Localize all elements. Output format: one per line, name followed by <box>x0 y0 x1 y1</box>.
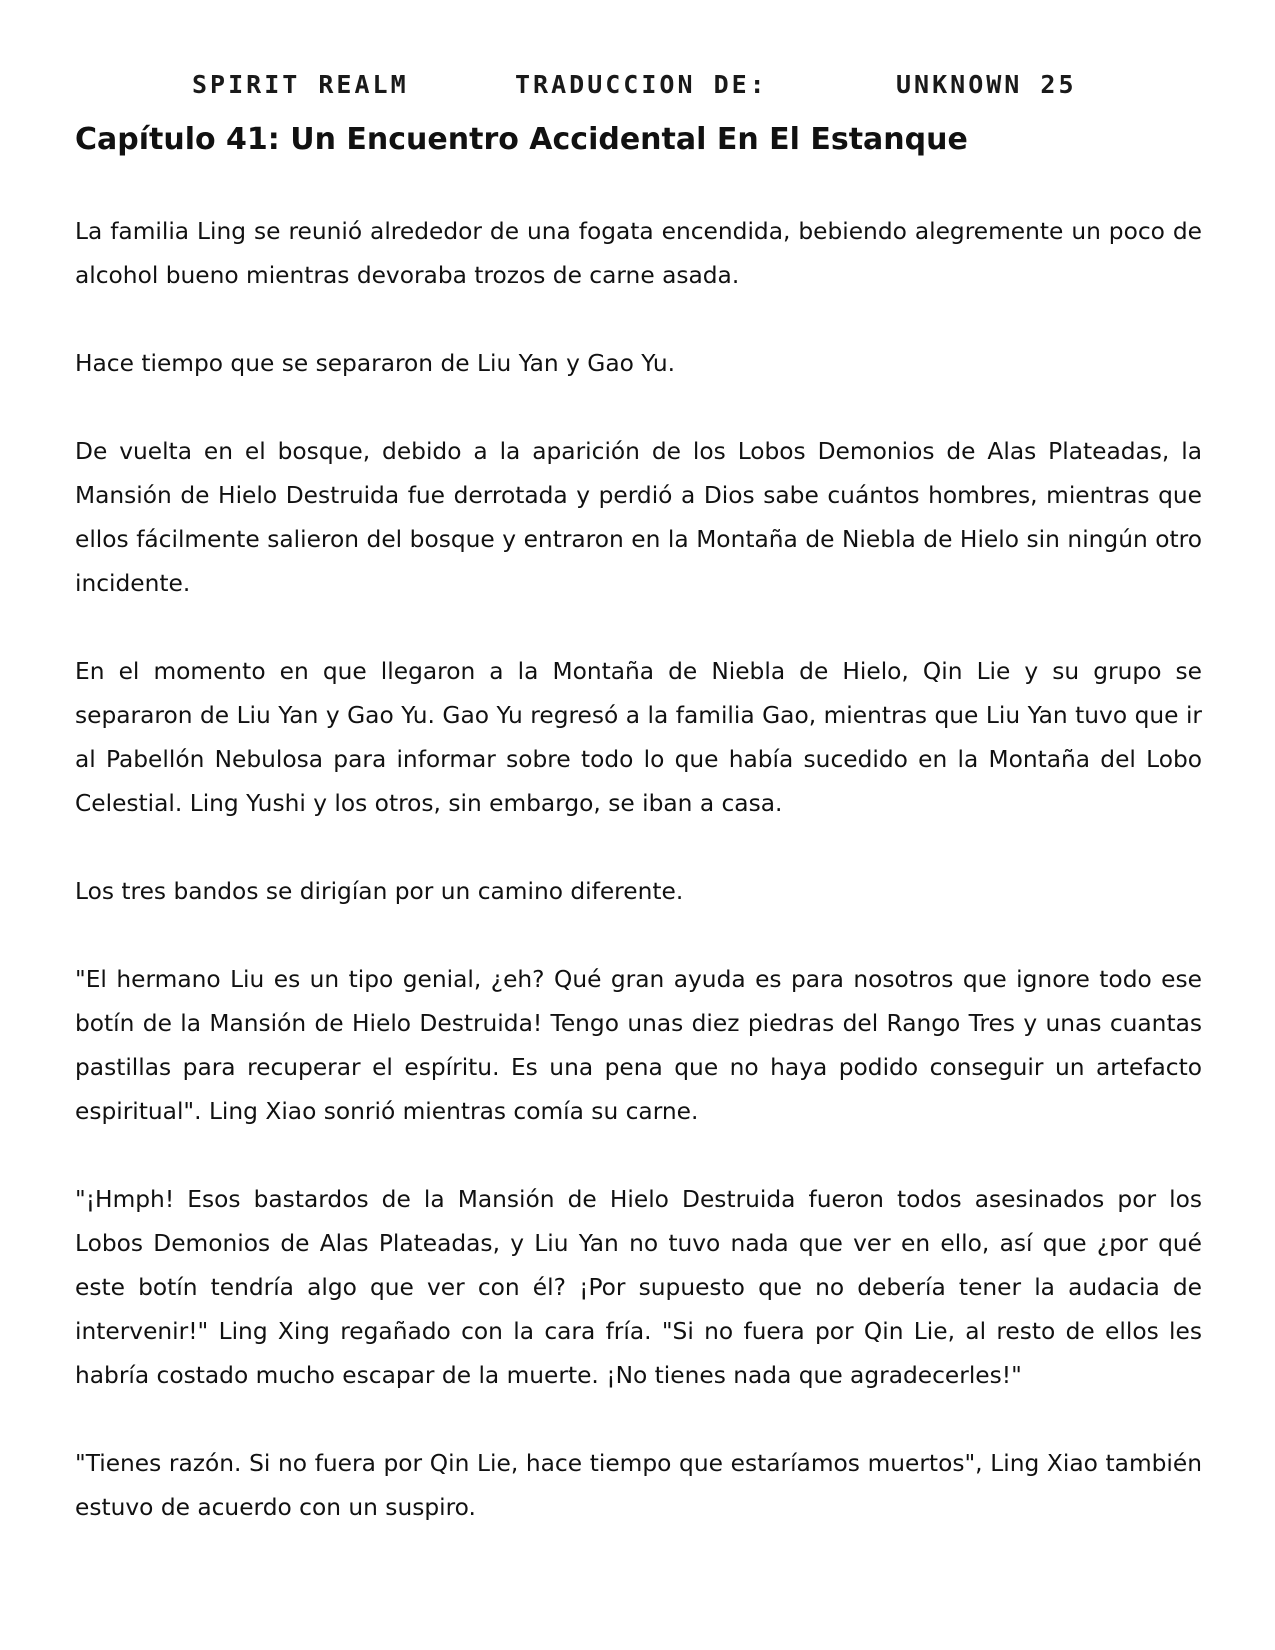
paragraph: La familia Ling se reunió alrededor de una fogata encendida, bebiendo alegremente un poco de alcohol bueno mientras devoraba trozos de carne asada. <box>75 218 1202 289</box>
header-translation-label: TRADUCCION DE: <box>515 70 768 99</box>
paragraph: "Tienes razón. Si no fuera por Qin Lie, hace tiempo que estaríamos muertos", Ling Xiao también estuvo de acuerdo con un suspiro. <box>75 1450 1202 1521</box>
paragraph: Los tres bandos se dirigían por un camino diferente. <box>75 878 684 905</box>
chapter-body <box>75 210 1202 1574</box>
paragraph: "El hermano Liu es un tipo genial, ¿eh? Qué gran ayuda es para nosotros que ignore todo ese botín de la Mansión de Hielo Destruida! Tengo unas diez piedras del Rango Tres y unas cuantas pastillas para recuperar el espíritu. Es una pena que no haya podido conseguir un artefacto espiritual". Ling Xiao sonrió mientras comía su carne. <box>75 966 1202 1125</box>
paragraph: "¡Hmph! Esos bastardos de la Mansión de Hielo Destruida fueron todos asesinados por los Lobos Demonios de Alas Plateadas, y Liu Yan no tuvo nada que ver en ello, así que ¿por qué este botín tendría algo que ver con él? ¡Por supuesto que no debería tener la audacia de intervenir!" Ling Xing regañado con la cara fría. "Si no fuera por Qin Lie, al resto de ellos les habría costado mucho escapar de la muerte. ¡No tienes nada que agradecerles!" <box>75 1186 1202 1389</box>
header-translator-name: UNKNOWN 25 <box>896 70 1077 99</box>
paragraph: En el momento en que llegaron a la Montaña de Niebla de Hielo, Qin Lie y su grupo se separaron de Liu Yan y Gao Yu. Gao Yu regresó a la familia Gao, mientras que Liu Yan tuvo que ir al Pabellón Nebulosa para informar sobre todo lo que había sucedido en la Montaña del Lobo Celestial. Ling Yushi y los otros, sin embargo, se iban a casa. <box>75 658 1202 817</box>
page-header <box>0 70 1275 110</box>
header-series-name: SPIRIT REALM <box>192 70 409 99</box>
paragraph: Hace tiempo que se separaron de Liu Yan y Gao Yu. <box>75 350 675 377</box>
chapter-title: Capítulo 41: Un Encuentro Accidental En El Estanque <box>75 122 968 157</box>
paragraph: De vuelta en el bosque, debido a la aparición de los Lobos Demonios de Alas Plateadas, la Mansión de Hielo Destruida fue derrotada y perdió a Dios sabe cuántos hombres, mientras que ellos fácilmente salieron del bosque y entraron en la Montaña de Niebla de Hielo sin ningún otro incidente. <box>75 438 1202 597</box>
